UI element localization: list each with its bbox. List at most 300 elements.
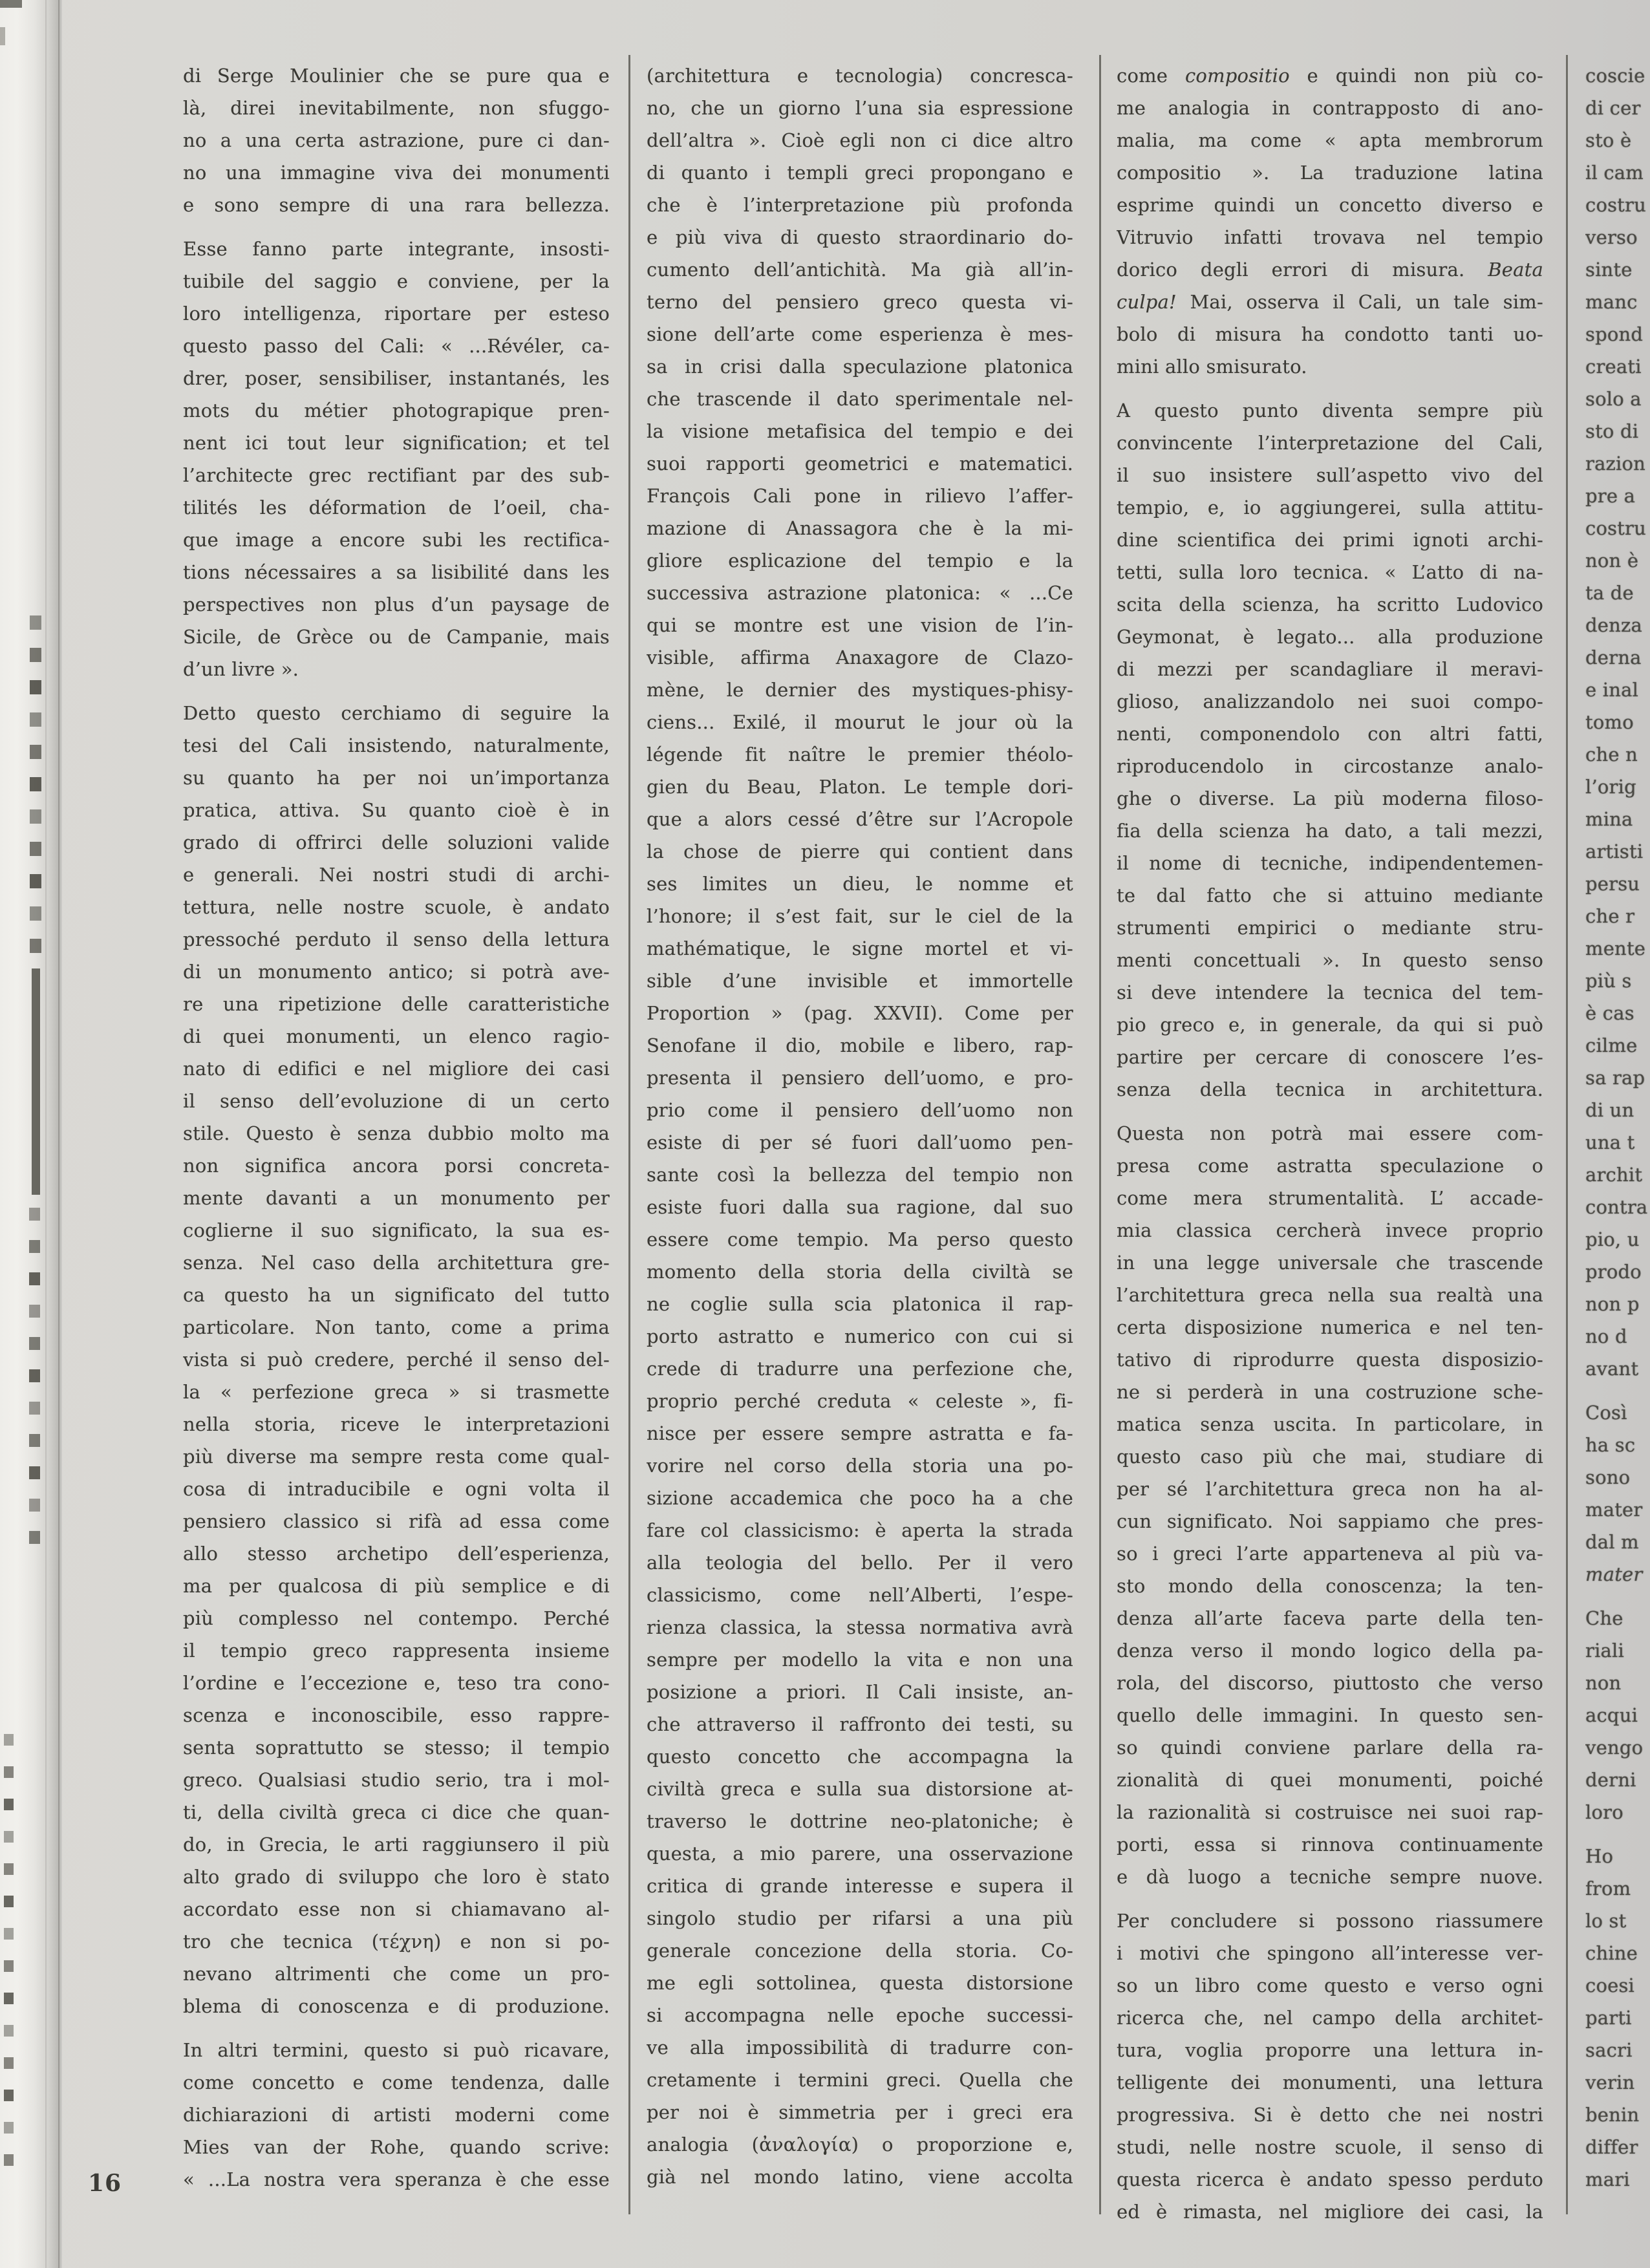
text-line: il senso dell’evoluzione di un certo [183, 1090, 610, 1112]
text-line: di Serge Moulinier che se pure qua e [183, 65, 610, 87]
text-line: singolo studio per rifarsi a una più [647, 1907, 1073, 1929]
text-line: coglierne il suo significato, la sua es- [183, 1219, 610, 1241]
text-line: cosa di intraducibile e ogni volta il [183, 1478, 610, 1500]
text-line: spond [1585, 323, 1644, 345]
text-line: ghe o diverse. La più moderna filoso- [1117, 787, 1543, 809]
text-column-4-clipped [1585, 59, 1650, 2196]
text-line: (architettura e tecnologia) concresca- [647, 65, 1073, 87]
text-line: so un libro come questo e verso ogni [1117, 1974, 1543, 1996]
text-line: si accompagna nelle epoche successi- [647, 2004, 1073, 2026]
text-line: tesi del Cali insistendo, naturalmente, [183, 734, 610, 756]
scan-artifact-dash [29, 1369, 40, 1382]
text-line: stile. Questo è senza dubbio molto ma [183, 1122, 610, 1144]
text-line: questa, a mio parere, una osservazione [647, 1843, 1073, 1865]
text-line: Per concludere si possono riassumere [1117, 1910, 1543, 1932]
text-line: greco. Qualsiasi studio serio, tra i mol- [183, 1769, 610, 1791]
text-line: il nome di tecniche, indipendentemen- [1117, 852, 1543, 874]
text-line: verso [1585, 226, 1638, 248]
text-line: è cas [1585, 1002, 1634, 1024]
text-line: proprio perché creduta « celeste », fi- [647, 1390, 1073, 1412]
text-line: riali [1585, 1640, 1624, 1662]
text-line: e dà luogo a tecniche sempre nuove. [1117, 1866, 1543, 1888]
text-line: tura, voglia proporre una lettura in- [1117, 2039, 1543, 2061]
text-line: scenza e inconoscibile, esso rappre- [183, 1704, 610, 1726]
text-line: presa come astratta speculazione o [1117, 1155, 1543, 1177]
text-line: sible d’une invisible et immortelle [647, 970, 1073, 992]
scan-artifact-dash [29, 1305, 40, 1318]
text-line: creati [1585, 356, 1642, 378]
text-line: costru [1585, 517, 1646, 539]
text-line: senta soprattutto se stesso; il tempio [183, 1737, 610, 1759]
text-line: Esse fanno parte integrante, insosti- [183, 238, 610, 260]
text-line: me egli sottolinea, questa distorsione [647, 1972, 1073, 1994]
text-line: senza della tecnica in architettura. [1117, 1078, 1543, 1100]
text-line: blema di conoscenza e di produzione. [183, 1995, 610, 2017]
text-line: mater [1585, 1499, 1643, 1521]
text-line: mari [1585, 2168, 1630, 2190]
scan-artifact-dash [4, 2025, 14, 2037]
text-line: sione dell’arte come esperienza è mes- [647, 323, 1073, 345]
text-line: nisce per essere sempre astratta e fa- [647, 1422, 1073, 1444]
scan-artifact-dash [4, 2090, 14, 2101]
text-line: que image a encore subi les rectifica- [183, 529, 610, 551]
text-line: Che [1585, 1607, 1623, 1629]
text-line: tro che tecnica (τέχνη) e non si po- [183, 1931, 610, 1952]
text-line: e sono sempre di una rara bellezza. [183, 194, 610, 216]
text-line: tilités les déformation de l’oeil, cha- [183, 497, 610, 519]
scan-artifact-dash [4, 1896, 14, 1907]
text-line: di quei monumenti, un elenco ragio- [183, 1025, 610, 1047]
text-line: già nel mondo latino, viene accolta [647, 2166, 1073, 2188]
scan-artifact-dash [30, 615, 41, 630]
text-line: la visione metafisica del tempio e dei [647, 420, 1073, 442]
text-line: e generali. Nei nostri studi di archi- [183, 864, 610, 886]
text-line: come mera strumentalità. L’ accade- [1117, 1187, 1543, 1209]
text-line: ses limites un dieu, le nomme et [647, 873, 1073, 895]
text-line: « ...La nostra vera speranza è che esse [183, 2168, 610, 2190]
scan-artifact-dash [29, 1499, 40, 1512]
column-divider [1566, 55, 1568, 2214]
page-number: 16 [88, 2170, 122, 2197]
text-line: più diverse ma sempre resta come qual- [183, 1446, 610, 1468]
text-line: ha sc [1585, 1434, 1636, 1456]
text-line: Geymonat, è legato... alla produzione [1117, 626, 1543, 648]
text-line: menti concettuali ». In questo senso [1117, 949, 1543, 971]
text-line: loro [1585, 1801, 1623, 1823]
text-line: persu [1585, 873, 1640, 895]
text-line: archit [1585, 1164, 1643, 1186]
scan-artifact-dash [30, 648, 41, 662]
text-line: porti, essa si rinnova continuamente [1117, 1834, 1543, 1856]
text-line: dell’altra ». Cioè egli non ci dice altro [647, 129, 1073, 151]
scan-artifact-dash [4, 2057, 14, 2069]
text-line: ti, della civiltà greca ci dice che quan- [183, 1801, 610, 1823]
text-line: do, in Grecia, le arti raggiunsero il più [183, 1834, 610, 1856]
text-line: tuibile del saggio e conviene, per la [183, 270, 610, 292]
text-line: costru [1585, 194, 1646, 216]
text-line: no una immagine viva dei monumenti [183, 162, 610, 184]
text-line: gliore esplicazione del tempio e la [647, 550, 1073, 572]
text-line: sinte [1585, 259, 1633, 281]
scan-artifact-dash [4, 1960, 14, 1972]
scan-artifact-dash [30, 842, 41, 856]
text-column-2 [647, 59, 1073, 2193]
text-line: questo caso più che mai, studiare di [1117, 1446, 1543, 1468]
text-line: successiva astrazione platonica: « ...Ce [647, 582, 1073, 604]
text-line: Detto questo cerchiamo di seguire la [183, 702, 610, 724]
gutter-crease [45, 0, 47, 2268]
text-line: légende fit naître le premier théolo- [647, 744, 1073, 765]
text-line: dichiarazioni di artisti moderni come [183, 2104, 610, 2126]
text-line: i motivi che spingono all’interesse ver- [1117, 1942, 1543, 1964]
text-line: una t [1585, 1131, 1635, 1153]
text-line: no, che un giorno l’una sia espressione [647, 97, 1073, 119]
text-line: rola, del discorso, piuttosto che verso [1117, 1672, 1543, 1694]
text-line: pratica, attiva. Su quanto cioè è in [183, 799, 610, 821]
scan-artifact-dash [30, 777, 41, 791]
text-line: In altri termini, questo si può ricavare, [183, 2039, 610, 2061]
scan-artifact-dash [29, 1531, 40, 1544]
text-line: mente [1585, 937, 1646, 959]
text-line: suoi rapporti geometrici e matematici. [647, 453, 1073, 475]
text-line: tomo [1585, 711, 1634, 733]
text-line: e inal [1585, 679, 1639, 701]
scan-artifact-dash [4, 1863, 14, 1875]
text-line: che trascende il dato sperimentale nel- [647, 388, 1073, 410]
text-line: mina [1585, 808, 1633, 830]
text-line: chine [1585, 1942, 1638, 1964]
text-line: alla teologia del bello. Per il vero [647, 1552, 1073, 1574]
text-line: sacri [1585, 2039, 1633, 2061]
text-line: esiste fuori dalla sua ragione, dal suo [647, 1196, 1073, 1218]
text-line: ta de [1585, 582, 1634, 604]
text-line: certa disposizione numerica e nel ten- [1117, 1316, 1543, 1338]
text-line: di quanto i templi greci propongano e [647, 162, 1073, 184]
text-line: esprime quindi un concetto diverso e [1117, 194, 1543, 216]
text-line: sto è [1585, 129, 1632, 151]
text-line: acqui [1585, 1704, 1638, 1726]
text-line: momento della storia della civiltà se [647, 1261, 1073, 1283]
text-line: analogia (ἀναλογία) o proporzione e, [647, 2134, 1073, 2156]
text-line: presenta il pensiero dell’uomo, e pro- [647, 1067, 1073, 1089]
text-line: manc [1585, 291, 1638, 313]
text-line: Mies van der Rohe, quando scrive: [183, 2136, 610, 2158]
text-line: il suo insistere sull’aspetto vivo del [1117, 464, 1543, 486]
text-line: la « perfezione greca » si trasmette [183, 1381, 610, 1403]
text-line: nevano altrimenti che come un pro- [183, 1963, 610, 1985]
text-line: esiste di per sé fuori dall’uomo pen- [647, 1131, 1073, 1153]
text-line: malia, ma come « apta membrorum [1117, 129, 1543, 151]
text-line: Sicile, de Grèce ou de Campanie, mais [183, 626, 610, 648]
text-line: terno del pensiero greco questa vi- [647, 291, 1073, 313]
text-line: non p [1585, 1293, 1640, 1315]
text-line: perspectives non plus d’un paysage de [183, 594, 610, 615]
text-line: in una legge universale che trascende [1117, 1252, 1543, 1274]
text-line: tions nécessaires a sa lisibilité dans les [183, 561, 610, 583]
text-line: ve alla impossibilità di tradurre con- [647, 2037, 1073, 2059]
text-line: tempio, e, io aggiungerei, sulla attitu- [1117, 497, 1543, 519]
scan-artifact-dash [30, 712, 41, 727]
text-line: di mezzi per scandagliare il meravi- [1117, 658, 1543, 680]
scan-artifact-dash [30, 939, 41, 953]
text-line: la chose de pierre qui contient dans [647, 840, 1073, 862]
text-line: verin [1585, 2071, 1635, 2093]
text-line: ricerca che, nel campo della architet- [1117, 2007, 1543, 2029]
text-line: pio greco e, in generale, da qui si può [1117, 1014, 1543, 1036]
text-line: matica senza uscita. In particolare, in [1117, 1413, 1543, 1435]
scan-artifact-dash [0, 0, 22, 8]
text-line: che n [1585, 744, 1638, 765]
text-line: Proportion » (pag. XXVII). Come per [647, 1002, 1073, 1024]
scan-artifact-dash [30, 874, 41, 888]
text-line: drer, poser, sensibiliser, instantanés, les [183, 367, 610, 389]
text-line: ne coglie sulla scia platonica il rap- [647, 1293, 1073, 1315]
text-line: A questo punto diventa sempre più [1117, 400, 1543, 422]
text-line: gien du Beau, Platon. Le temple dori- [647, 776, 1073, 798]
text-line: Vitruvio infatti trovava nel tempio [1117, 226, 1543, 248]
text-column-1 [183, 59, 610, 2196]
text-line: la razionalità si costruisce nei suoi rap- [1117, 1801, 1543, 1823]
text-line: là, direi inevitabilmente, non sfuggo- [183, 97, 610, 119]
scan-artifact-dash [4, 1993, 14, 2004]
scan-artifact-dash [4, 1734, 14, 1746]
text-line: di un monumento antico; si potrà ave- [183, 961, 610, 983]
text-line: solo a [1585, 388, 1642, 410]
text-line: l’honore; il s’est fait, sur le ciel de la [647, 905, 1073, 927]
text-line: so quindi conviene parlare della ra- [1117, 1737, 1543, 1759]
text-line: essere come tempio. Ma perso questo [647, 1228, 1073, 1250]
text-line: l’architecte grec rectifiant par des sub- [183, 464, 610, 486]
text-line: questo concetto che accompagna la [647, 1746, 1073, 1768]
text-line: sante così la bellezza del tempio non [647, 1164, 1073, 1186]
text-line: so i greci l’arte apparteneva al più va- [1117, 1543, 1543, 1565]
scan-artifact-dash [4, 2122, 14, 2134]
text-line: no d [1585, 1325, 1627, 1347]
text-line: derna [1585, 647, 1642, 669]
text-line: benin [1585, 2104, 1640, 2126]
text-line: telligente dei monumenti, una lettura [1117, 2071, 1543, 2093]
scan-artifact-dash [30, 906, 41, 921]
text-column-3 [1117, 59, 1543, 2228]
text-line: vengo [1585, 1737, 1644, 1759]
text-line: crede di tradurre una perfezione che, [647, 1358, 1073, 1380]
text-line: cretamente i termini greci. Quella che [647, 2069, 1073, 2091]
text-line: prodo [1585, 1261, 1642, 1283]
text-line: sempre per modello la vita e non una [647, 1649, 1073, 1671]
scan-artifact-dash [4, 1928, 14, 1940]
text-line: alto grado di sviluppo che loro è stato [183, 1866, 610, 1888]
text-line: critica di grande interesse e supera il [647, 1875, 1073, 1897]
scan-artifact-dash [4, 1831, 14, 1843]
scan-artifact-dash [29, 1272, 40, 1285]
text-line: dal m [1585, 1531, 1639, 1553]
text-line: nella storia, riceve le interpretazioni [183, 1413, 610, 1435]
text-line: particolare. Non tanto, come a prima [183, 1316, 610, 1338]
text-line: mini allo smisurato. [1117, 356, 1307, 378]
text-line: loro intelligenza, riportare per esteso [183, 303, 610, 325]
text-line: Questa non potrà mai essere com- [1117, 1122, 1543, 1144]
scan-artifact-dash [29, 1434, 40, 1447]
text-line: cun significato. Noi sappiamo che pres- [1117, 1510, 1543, 1532]
text-line: zionalità di quei monumenti, poiché [1117, 1769, 1543, 1791]
text-line: pre a [1585, 485, 1636, 507]
text-line: più s [1585, 970, 1632, 992]
text-line: posizione a priori. Il Cali insiste, an- [647, 1681, 1073, 1703]
column-divider [1099, 55, 1101, 2214]
text-line: traverso le dottrine neo-platoniche; è [647, 1810, 1073, 1832]
text-line: senza. Nel caso della architettura gre- [183, 1252, 610, 1274]
text-line: l’architettura greca nella sua realtà una [1117, 1284, 1543, 1306]
text-line: che r [1585, 905, 1635, 927]
text-line: razion [1585, 453, 1646, 475]
text-line: nato di edifici e nel migliore dei casi [183, 1058, 610, 1080]
text-line: Così [1585, 1402, 1627, 1424]
text-line: mater [1585, 1563, 1643, 1585]
text-line: visible, affirma Anaxagore de Clazo- [647, 647, 1073, 669]
text-line: glioso, analizzandolo nei suoi compo- [1117, 690, 1543, 712]
text-line: tativo di riprodurre questa disposizio- [1117, 1349, 1543, 1371]
text-line: cilme [1585, 1034, 1638, 1056]
text-line: di un [1585, 1099, 1634, 1121]
text-line: civiltà greca e sulla sua distorsione at- [647, 1778, 1073, 1800]
column-divider [628, 55, 630, 2214]
text-line: dorico degli errori di misura. Beata [1117, 259, 1543, 281]
text-line: dine scientifica dei primi ignoti archi- [1117, 529, 1543, 551]
text-line: vorire nel corso della storia una po- [647, 1455, 1073, 1477]
text-line: ciens... Exilé, il mourut le jour où la [647, 711, 1073, 733]
text-line: come compositio e quindi non più co- [1117, 65, 1543, 87]
text-line: vista si può credere, perché il senso del- [183, 1349, 610, 1371]
text-line: allo stesso archetipo dell’esperienza, [183, 1543, 610, 1565]
text-line: scita della scienza, ha scritto Ludovico [1117, 594, 1543, 615]
scan-artifact-dash [30, 745, 41, 759]
text-line: mia classica cercherà invece proprio [1117, 1219, 1543, 1241]
text-line: denza all’arte faceva parte della ten- [1117, 1607, 1543, 1629]
text-line: sa in crisi dalla speculazione platonica [647, 356, 1073, 378]
text-line: prio come il pensiero dell’uomo non [647, 1099, 1073, 1121]
text-line: qui se montre est une vision de l’in- [647, 614, 1073, 636]
text-line: che attraverso il raffronto dei testi, su [647, 1713, 1073, 1735]
text-line: convincente l’interpretazione del Cali, [1117, 432, 1543, 454]
text-line: coscie [1585, 65, 1645, 87]
text-line: grado di offrirci delle soluzioni valide [183, 831, 610, 853]
text-line: parti [1585, 2007, 1632, 2029]
text-line: artisti [1585, 840, 1644, 862]
text-line: che è l’interpretazione più profonda [647, 194, 1073, 216]
text-line: no a una certa astrazione, pure ci dan- [183, 129, 610, 151]
text-line: l’ordine e l’eccezione e, teso tra cono- [183, 1672, 610, 1694]
text-line: l’orig [1585, 776, 1636, 798]
text-line: mathématique, le signe mortel et vi- [647, 937, 1073, 959]
scan-artifact-dash [30, 680, 41, 694]
gutter-crease [58, 0, 59, 2268]
text-line: mazione di Anassagora che è la mi- [647, 517, 1073, 539]
text-line: per sé l’architettura greca non ha al- [1117, 1478, 1543, 1500]
text-line: non [1585, 1672, 1622, 1694]
text-line: mots du métier photograpique pren- [183, 400, 610, 422]
text-line: bolo di misura ha condotto tanti uo- [1117, 323, 1543, 345]
text-line: from [1585, 1878, 1631, 1899]
text-line: più complesso nel contempo. Perché [183, 1607, 610, 1629]
text-line: sto mondo della conoscenza; la ten- [1117, 1575, 1543, 1597]
text-line: su quanto ha per noi un’importanza [183, 767, 610, 789]
text-line: ne si perderà in una costruzione sche- [1117, 1381, 1543, 1403]
scan-artifact-dash [29, 1208, 40, 1221]
scan-artifact-dash [29, 1466, 40, 1479]
text-line: e più viva di questo straordinario do- [647, 226, 1073, 248]
scan-artifact-dash [30, 809, 41, 824]
text-line: il tempio greco rappresenta insieme [183, 1640, 610, 1662]
text-line: derni [1585, 1769, 1636, 1791]
text-line: François Cali pone in rilievo l’affer- [647, 485, 1073, 507]
text-line: mène, le dernier des mystiques-phisy- [647, 679, 1073, 701]
text-line: cumento dell’antichità. Ma già all’in- [647, 259, 1073, 281]
text-line: generale concezione della storia. Co- [647, 1940, 1073, 1962]
text-line: ed è rimasta, nel migliore dei casi, la [1117, 2201, 1543, 2223]
text-line: culpa! Mai, osserva il Cali, un tale sim- [1117, 291, 1543, 313]
scan-artifact-dash [32, 968, 40, 1195]
text-line: lo st [1585, 1910, 1627, 1932]
text-line: come concetto e come tendenza, dalle [183, 2071, 610, 2093]
text-line: nenti, componendolo con altri fatti, [1117, 723, 1543, 745]
text-line: pressoché perduto il senso della lettura [183, 928, 610, 950]
text-line: tettura, nelle nostre scuole, è andato [183, 896, 610, 918]
text-line: questo passo del Cali: « ...Révéler, ca- [183, 335, 610, 357]
text-line: pensiero classico si rifà ad essa come [183, 1510, 610, 1532]
text-line: contra [1585, 1196, 1648, 1218]
text-line: sa rap [1585, 1067, 1645, 1089]
text-line: te dal fatto che si attuino mediante [1117, 884, 1543, 906]
text-line: avant [1585, 1358, 1639, 1380]
text-line: ma per qualcosa di più semplice e di [183, 1575, 610, 1597]
text-line: d’un livre ». [183, 658, 299, 680]
text-line: nent ici tout leur signification; et tel [183, 432, 610, 454]
text-line: re una ripetizione delle caratteristiche [183, 993, 610, 1015]
text-line: si deve intendere la tecnica del tem- [1117, 981, 1543, 1003]
text-line: non significa ancora porsi concreta- [183, 1155, 610, 1177]
text-line: riproducendolo in circostanze analo- [1117, 755, 1543, 777]
scan-artifact-dash [29, 1337, 40, 1350]
text-line: denza [1585, 614, 1642, 636]
scan-artifact-dash [29, 1402, 40, 1415]
text-line: fia della scienza ha dato, a tali mezzi, [1117, 820, 1543, 842]
scan-artifact-dash [29, 1240, 40, 1253]
text-line: sizione accademica che poco ha a che [647, 1487, 1073, 1509]
text-line: questa ricerca è andato spesso perduto [1117, 2168, 1543, 2190]
text-line: coesi [1585, 1974, 1635, 1996]
text-line: non è [1585, 550, 1639, 572]
text-line: quello delle immagini. In questo sen- [1117, 1704, 1543, 1726]
text-line: il cam [1585, 162, 1644, 184]
text-line: accordato esse non si chiamavano al- [183, 1898, 610, 1920]
text-line: porto astratto e numerico con cui si [647, 1325, 1073, 1347]
scan-artifact-dash [4, 1799, 14, 1810]
text-line: differ [1585, 2136, 1638, 2158]
text-line: partire per cercare di conoscere l’es- [1117, 1046, 1543, 1068]
text-line: rienza classica, la stessa normativa avrà [647, 1616, 1073, 1638]
text-line: studi, nelle nostre scuole, il senso di [1117, 2136, 1543, 2158]
text-line: strumenti empirici o mediante stru- [1117, 917, 1543, 939]
text-line: per noi è simmetria per i greci era [647, 2101, 1073, 2123]
text-line: Ho [1585, 1845, 1614, 1867]
text-line: denza verso il mondo logico della pa- [1117, 1640, 1543, 1662]
text-line: ca questo ha un significato del tutto [183, 1284, 610, 1306]
text-line: sono [1585, 1466, 1631, 1488]
scan-artifact-dash [4, 2154, 14, 2166]
text-line: mente davanti a un monumento per [183, 1187, 610, 1209]
text-line: sto di [1585, 420, 1639, 442]
scan-artifact-dash [0, 27, 5, 45]
